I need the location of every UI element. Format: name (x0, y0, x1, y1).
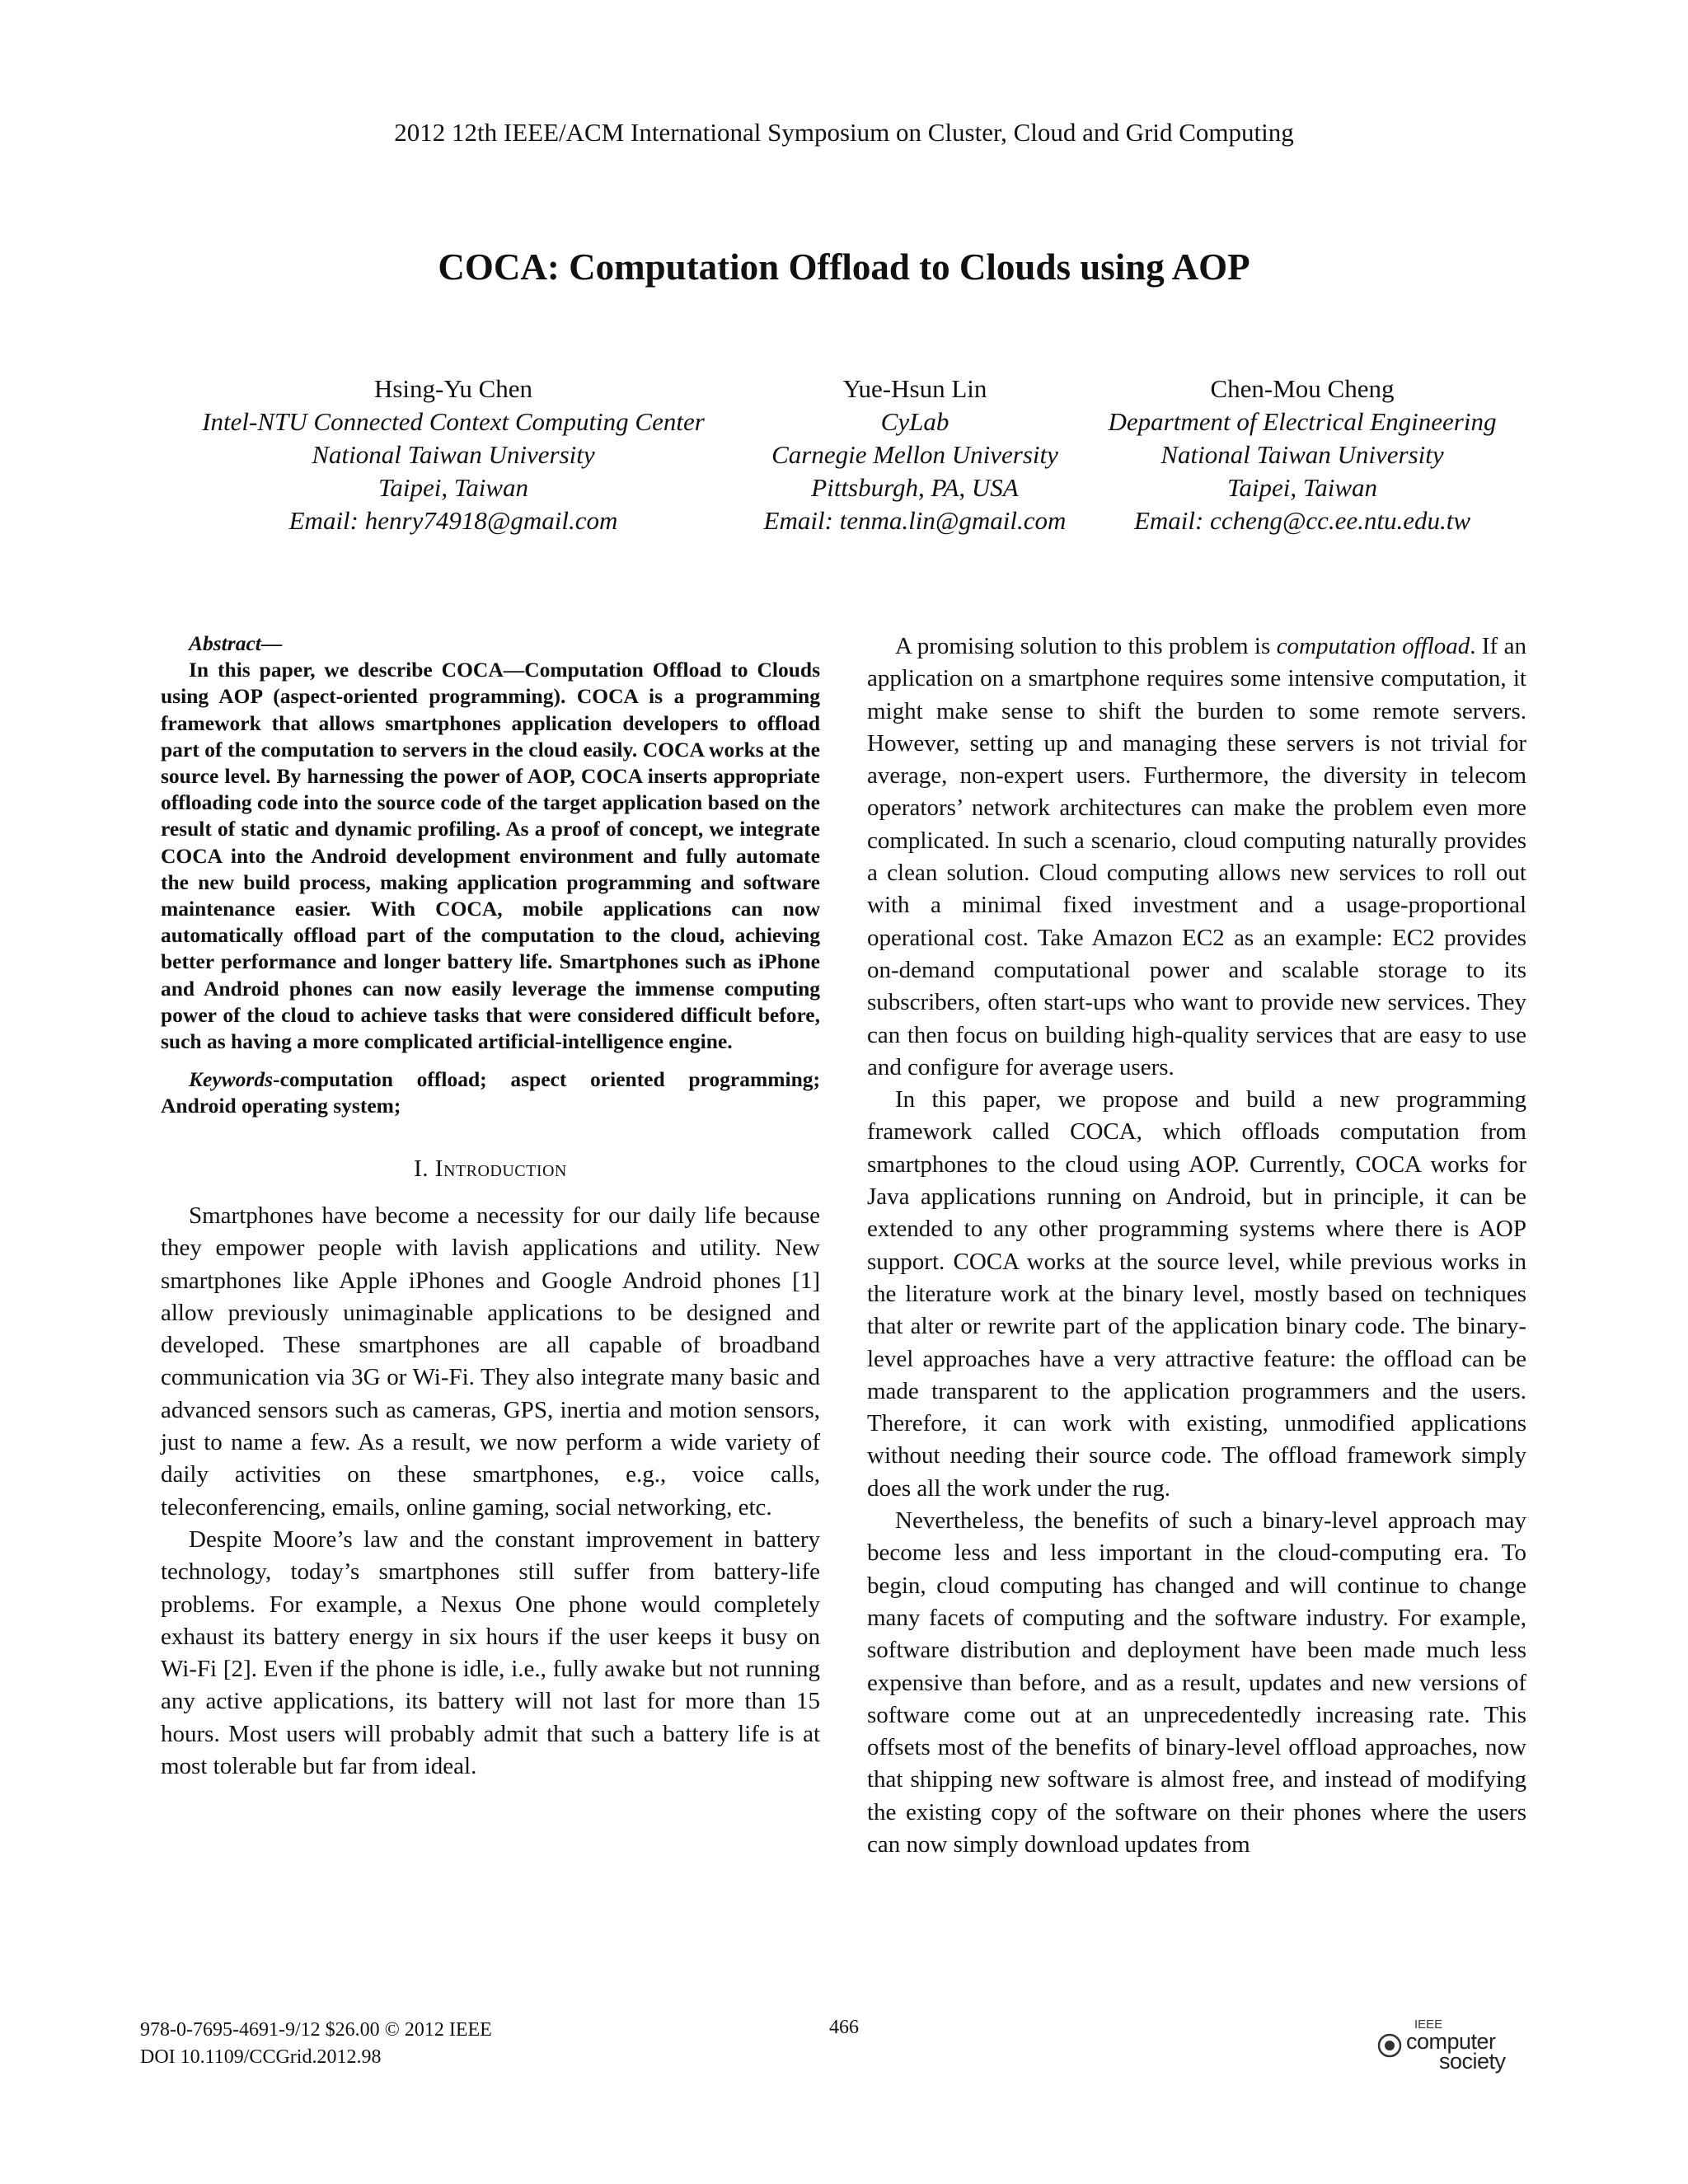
paragraph: Smartphones have become a necessity for our daily life because they empower people with lavish applications and utility. New smartphones like Apple iPhones and Google Android phones [1] allow previously unimaginable applications to be designed and developed. These smartphones are all capable of broadband communication via 3G or Wi-Fi. They also integrate many basic and advanced sensors such as cameras, GPS, inertia and motion sensors, just to name a few. As a result, we now perform a wide variety of daily activities on these smartphones, e.g., voice calls, teleconferencing, emails, online gaming, social networking, etc. (161, 1202, 820, 1521)
author-location: Pittsburgh, PA, USA (811, 473, 1019, 502)
author-institution: National Taiwan University (1160, 440, 1444, 469)
author-name: Yue-Hsun Lin (842, 374, 987, 403)
left-column (161, 630, 820, 1783)
author-block-1 (165, 373, 742, 537)
computer-society-globe-icon (1376, 2032, 1403, 2059)
author-name: Chen-Mou Cheng (1210, 374, 1395, 403)
author-affiliation: Department of Electrical Engineering (1108, 407, 1497, 436)
paragraph: Despite Moore’s law and the constant improvement in battery technology, today’s smartphones still suffer from battery-life problems. For example, a Nexus One phone would completely exhaust its battery energy in six hours if the user keeps it busy on Wi-Fi [2]. Even if the phone is idle, i.e., fully awake but not running any active applications, its battery will not last for more than 15 hours. Most users will probably admit that such a battery life is at most tolerable but far from ideal. (161, 1526, 820, 1779)
author-affiliation: CyLab (880, 407, 950, 436)
keywords (161, 1066, 820, 1119)
paragraph-text: . If an application on a smartphone requires some intensive computation, it might make sense to shift the burden to some remote servers. However, setting up and managing these servers is not trivial for average, non-expert users. Furthermore, the diversity in telecom operators’ network architectures can make the problem even more complicated. In such a scenario, cloud computing naturally provides a clean solution. Cloud computing allows new services to roll out with a minimal fixed investment and a usage-proportional operational cost. Take Amazon EC2 as an example: EC2 provides on-demand computational power and scalable storage to its subscribers, often start-ups who want to provide new services. They can then focus on building high-quality services that are easy to use and configure for average users. (867, 633, 1526, 1080)
author-email: Email: henry74918@gmail.com (288, 506, 618, 535)
author-location: Taipei, Taiwan (377, 473, 529, 502)
author-block-2 (725, 373, 1104, 537)
isbn-line: 978-0-7695-4691-9/12 $26.00 © 2012 IEEE (140, 2019, 492, 2041)
right-column (867, 630, 1526, 1861)
paragraph (867, 630, 1526, 1084)
author-email: Email: ccheng@cc.ee.ntu.edu.tw (1133, 506, 1471, 535)
author-location: Taipei, Taiwan (1226, 473, 1378, 502)
abstract (161, 630, 820, 1055)
keywords-text: -computation offload; aspect oriented programming; Android operating system; (161, 1067, 820, 1118)
abstract-text: In this paper, we describe COCA—Computation Offload to Clouds using AOP (aspect-oriented programming). COCA is a programming framework that allows smartphones application developers to offload part of the computation to servers in the cloud easily. COCA works at the source level. By harnessing the power of AOP, COCA inserts appropriate offloading code into the source code of the target application based on the result of static and dynamic profiling. As a proof of concept, we integrate COCA into the Android development environment and fully automate the new build process, making application programming and software maintenance easier. With COCA, mobile applications can now automatically offload part of the computation to the cloud, achieving better performance and longer battery life. Smartphones such as iPhone and Android phones can now easily leverage the immense computing power of the cloud to achieve tasks that were considered difficult before, such as having a more complicated artificial-intelligence engine. (161, 658, 820, 1054)
paragraph-text: A promising solution to this problem is (895, 633, 1277, 659)
doi-line: DOI 10.1109/CCGrid.2012.98 (140, 2046, 382, 2068)
author-email: Email: tenma.lin@gmail.com (763, 506, 1067, 535)
section-number: I. (414, 1155, 429, 1182)
logo-ieee-text: IEEE (1414, 2018, 1443, 2032)
author-block-3 (1071, 373, 1533, 537)
ieee-computer-society-logo (1376, 2018, 1525, 2074)
paragraph: In this paper, we propose and build a new programming framework called COCA, which offloads computation from smartphones to the cloud using AOP. Currently, COCA works for Java applications running on Android, but in principle, it can be extended to any other programming systems where there is AOP support. COCA works at the source level, while previous works in the literature work at the binary level, mostly based on techniques that alter or rewrite part of the application binary code. The binary-level approaches have a very attractive feature: the offload can be made transparent to the application programmers and the users. Therefore, it can work with existing, unmodified applications without needing their source code. The offload framework simply does all the work under the rug. (867, 1086, 1526, 1502)
section-title: Introduction (434, 1155, 567, 1182)
paper-title: COCA: Computation Offload to Clouds using AOP (438, 246, 1250, 288)
emphasized-term: computation offload (1276, 633, 1470, 659)
paragraph: Nevertheless, the benefits of such a binary-level approach may become less and less important in the cloud-computing era. To begin, cloud computing has changed and will continue to change many facets of computing and the software industry. For example, software distribution and deployment have been made much less expensive than before, and as a result, updates and new versions of software come out at an unprecedentedly increasing rate. This offsets most of the benefits of binary-level offload approaches, now that shipping new software is almost free, and instead of modifying the existing copy of the software on their phones where the users can now simply download updates from (867, 1507, 1526, 1858)
abstract-label: Abstract— (189, 631, 283, 655)
author-institution: Carnegie Mellon University (771, 440, 1058, 469)
logo-computer-text: computer (1406, 2029, 1496, 2054)
author-affiliation: Intel-NTU Connected Context Computing Center (202, 407, 705, 436)
logo-society-text: society (1439, 2049, 1506, 2074)
keywords-label: Keywords (189, 1067, 273, 1092)
author-name: Hsing-Yu Chen (373, 374, 533, 403)
author-institution: National Taiwan University (312, 440, 595, 469)
conference-header: 2012 12th IEEE/ACM International Symposium on Cluster, Cloud and Grid Computing (394, 118, 1294, 147)
page-number: 466 (829, 2017, 859, 2038)
section-heading-introduction (161, 1153, 820, 1185)
